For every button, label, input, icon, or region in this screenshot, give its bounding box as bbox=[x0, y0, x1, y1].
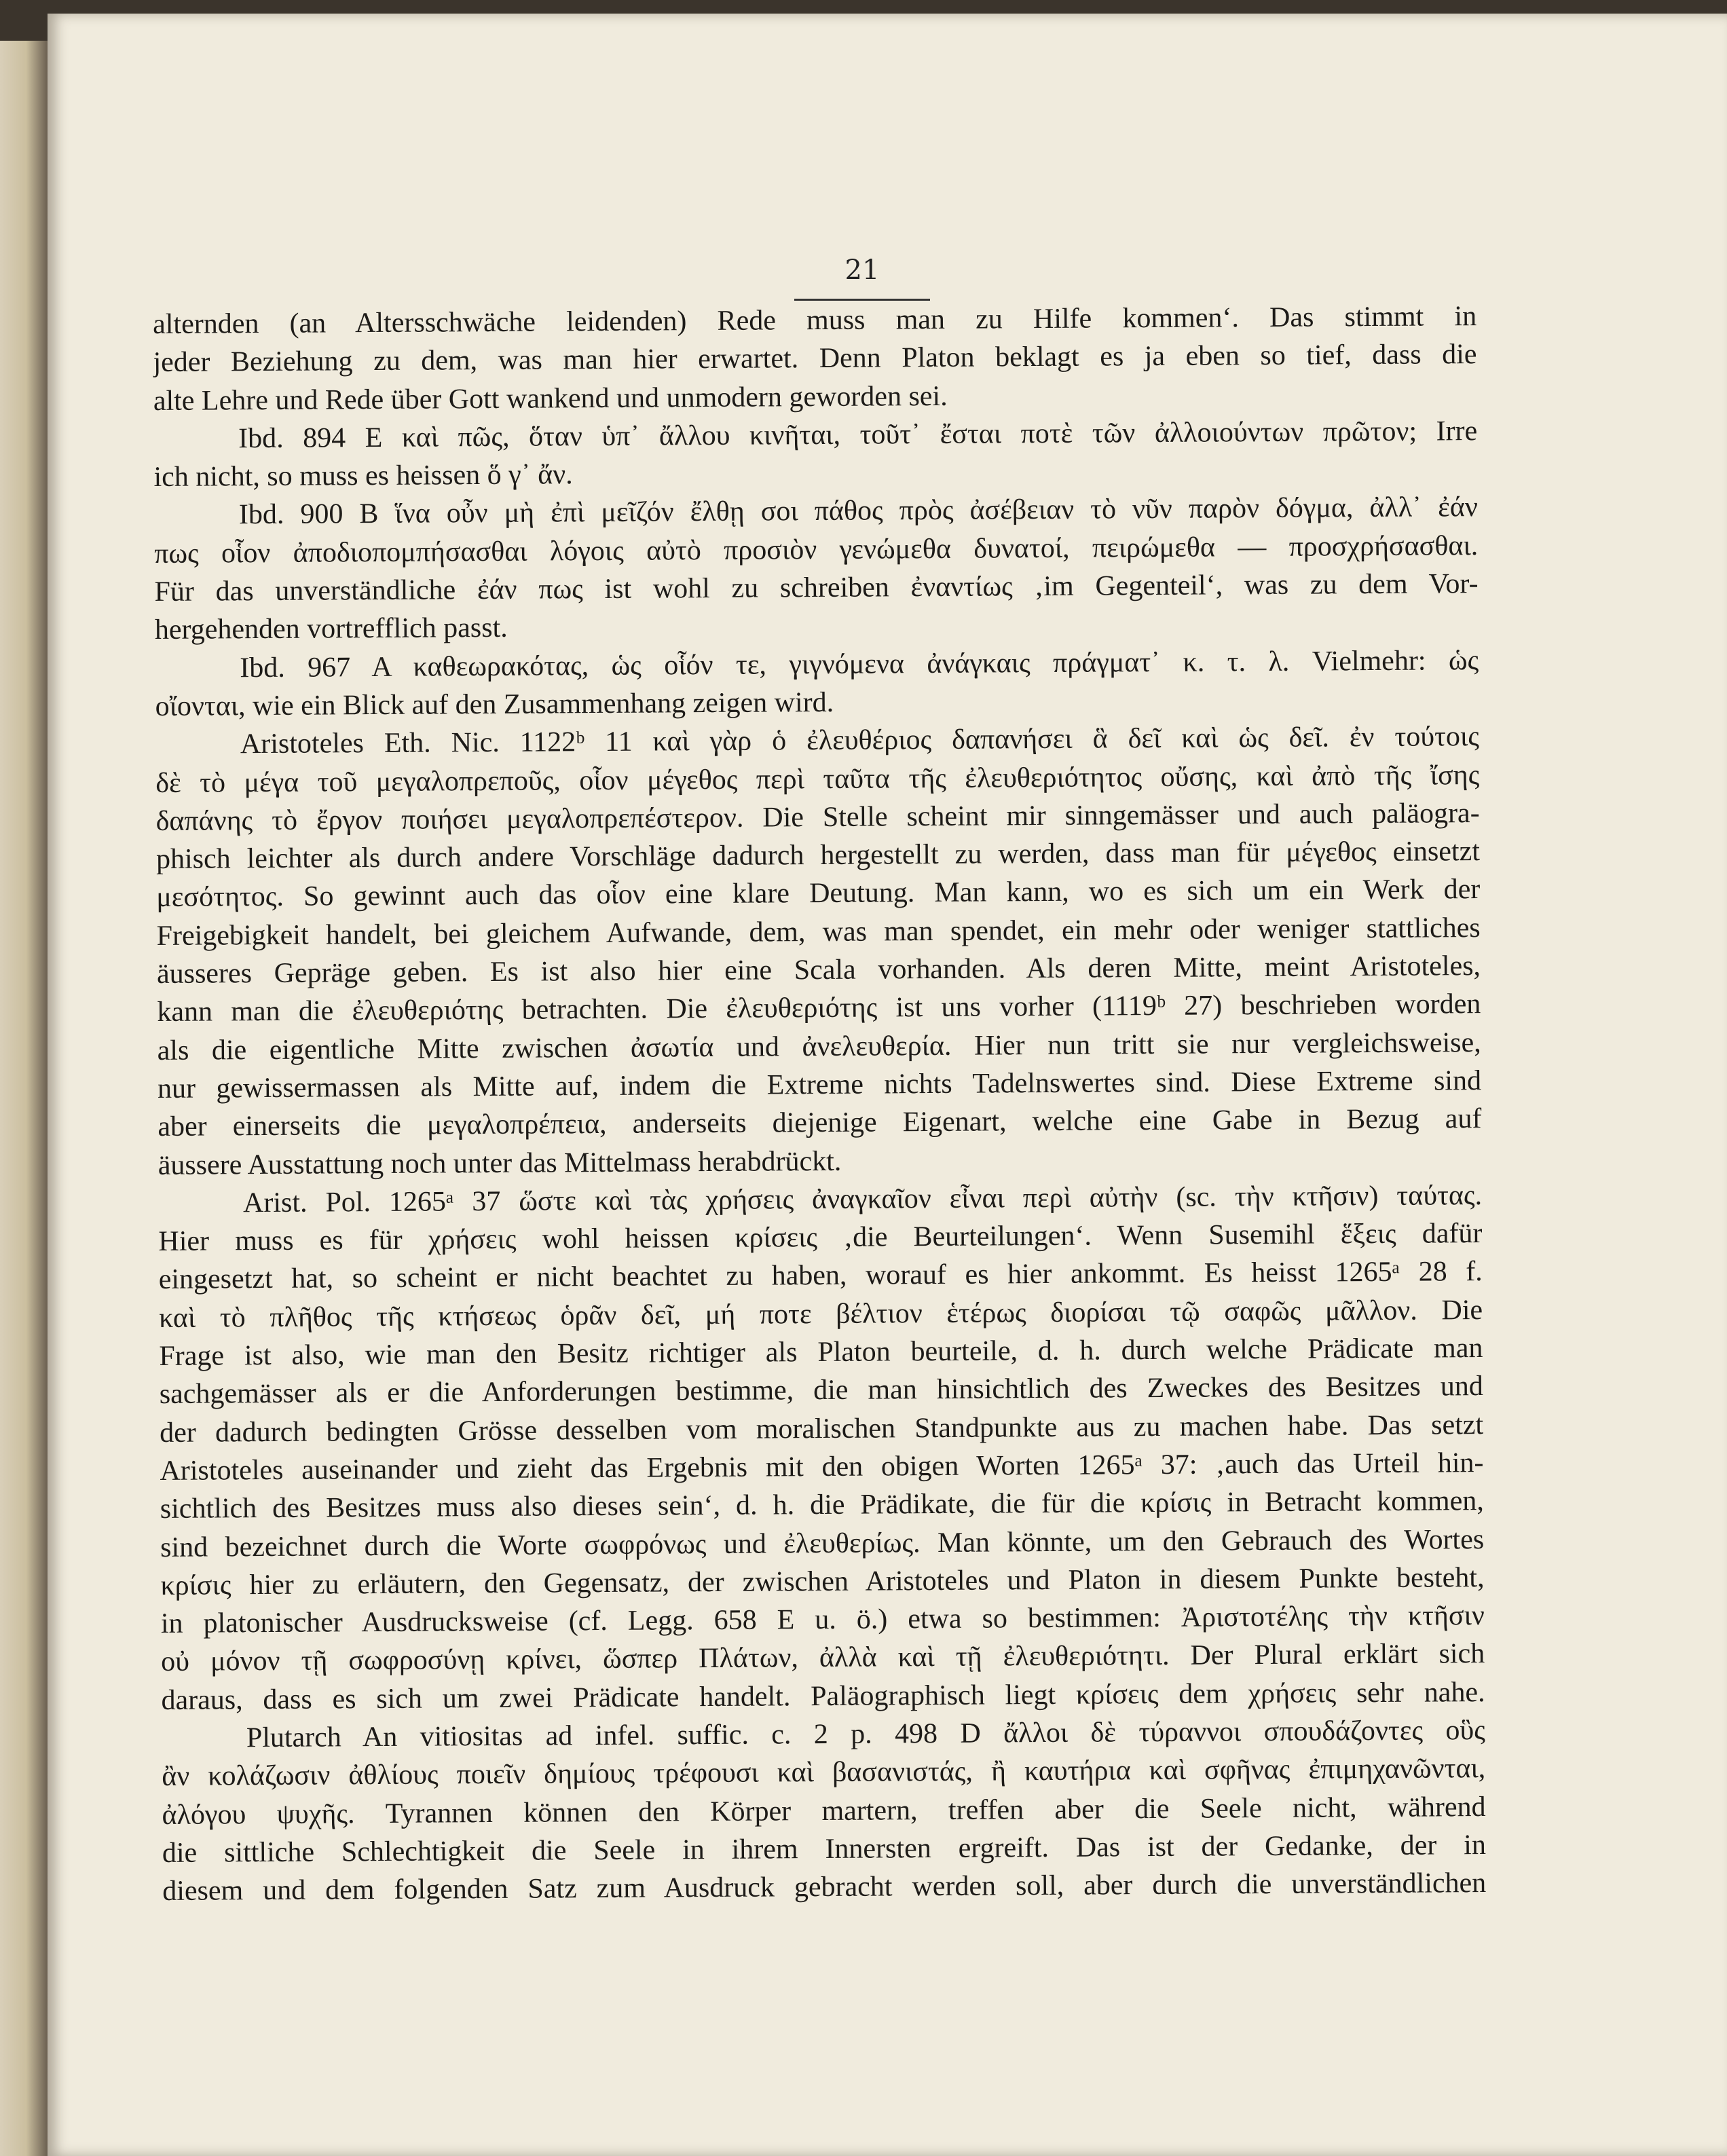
text-line: äussere Ausstattung noch unter das Mittelmass herabdrückt. bbox=[157, 1145, 842, 1181]
text-line: ἀλόγου ψυχῆς. Tyrannen können den Körper martern, treffen aber die Seele nicht, während bbox=[162, 1791, 1486, 1831]
text-line: eingesetzt hat, so scheint er nicht beachtet zu haben, worauf es hier ankommt. Es heisst 1265ᵃ 28 f. bbox=[158, 1256, 1483, 1296]
text-line: die sittliche Schlechtigkeit die Seele in ihrem Innersten ergreift. Das ist der Gedanke, der in bbox=[162, 1829, 1487, 1869]
text-line: in platonischer Ausdrucksweise (cf. Legg. 658 E u. ö.) etwa so bestimmen: Ἀριστοτέλης τὴν κτῆσιν bbox=[160, 1600, 1485, 1640]
text-line: diesem und dem folgenden Satz zum Ausdruck gebracht werden soll, aber durch die unverständlichen bbox=[162, 1867, 1487, 1908]
text-line: οἴονται, wie ein Blick auf den Zusammenhang zeigen wird. bbox=[155, 686, 834, 722]
body-text bbox=[153, 297, 1486, 1910]
text-line: Ibd. 967 A καθεωρακότας, ὡς οἷόν τε, γιγνόμενα ἀνάγκαις πράγματ᾽ κ. τ. λ. Vielmehr: ὡς bbox=[240, 644, 1479, 684]
text-line: nur gewissermassen als Mitte auf, indem die Extreme nichts Tadelnswertes sind. Diese Extreme sind bbox=[157, 1065, 1482, 1104]
text-line: als die eigentliche Mitte zwischen ἀσωτία und ἀνελευθερία. Hier nun tritt sie nur vergleichsweise, bbox=[157, 1026, 1481, 1066]
text-line: Hier muss es für χρήσεις wohl heissen κρίσεις ‚die Beurteilungen‘. Wenn Susemihl ἕξεις dafür bbox=[158, 1218, 1483, 1258]
text-line: der dadurch bedingten Grösse desselben vom moralischen Standpunkte aus zu machen habe. Das setzt bbox=[160, 1409, 1484, 1449]
text-line: μεσότητος. So gewinnt auch das οἷον eine klare Deutung. Man kann, wo es sich um ein Werk der bbox=[156, 874, 1481, 914]
text-line: Arist. Pol. 1265ᵃ 37 ὥστε καὶ τὰς χρήσεις ἀναγκαῖον εἶναι περὶ αὐτὴν (sc. τὴν κτῆσιν) ταύτας. bbox=[242, 1179, 1483, 1219]
text-line: Plutarch An vitiositas ad infel. suffic. c. 2 p. 498 D ἄλλοι δὲ τύραννοι σπουδάζοντες οὓς bbox=[246, 1715, 1485, 1754]
text-line: ἂν κολάζωσιν ἀθλίους ποιεῖν δημίους τρέφουσι καὶ βασανιστάς, ἢ καυτήρια καὶ σφῆνας ἐπιμηχανῶνται, bbox=[162, 1753, 1486, 1793]
text-line: sachgemässer als er die Anforderungen bestimme, die man hinsichtlich des Zweckes des Besitzes und bbox=[159, 1371, 1483, 1411]
text-line: aber einerseits die μεγαλοπρέπεια, anderseits diejenige Eigenart, welche eine Gabe in Bezug auf bbox=[157, 1103, 1482, 1143]
previous-page-edge bbox=[0, 41, 48, 2156]
text-line: ich nicht, so muss es heissen ὅ γ᾽ ἄν. bbox=[153, 459, 573, 494]
text-line: alternden (an Altersschwäche leidenden) Rede muss man zu Hilfe kommen‘. Das stimmt in bbox=[153, 301, 1477, 340]
text-line: πως οἷον ἀποδιοπομπήσασθαι λόγοις αὐτὸ προσιὸν γενώμεθα δυνατοί, πειρώμεθα — προσχρήσασθαι. bbox=[154, 529, 1479, 570]
text-line: Aristoteles Eth. Nic. 1122ᵇ 11 καὶ γὰρ ὁ ἐλευθέριος δαπανήσει ἃ δεῖ καὶ ὡς δεῖ. ἐν τούτοις bbox=[240, 721, 1480, 760]
text-line: Für das unverständliche ἐάν πως ist wohl zu schreiben ἐναντίως ‚im Gegenteil‘, was zu dem Vor- bbox=[154, 568, 1479, 608]
text-line: δαπάνης τὸ ἔργον ποιήσει μεγαλοπρεπέστερον. Die Stelle scheint mir sinngemässer und auch paläogra- bbox=[155, 797, 1480, 837]
text-line: kann man die ἐλευθεριότης betrachten. Die ἐλευθεριότης ist uns vorher (1119ᵇ 27) beschrieben worden bbox=[157, 988, 1481, 1028]
text-line: κρίσις hier zu erläutern, den Gegensatz, der zwischen Aristoteles und Platon in diesem Punkte besteht, bbox=[160, 1561, 1485, 1601]
text-line: Freigebigkeit handelt, bei gleichem Aufwande, dem, was man spendet, ein mehr oder weniger stattliches bbox=[156, 912, 1481, 952]
text-line: οὐ μόνον τῇ σωφροσύνῃ κρίνει, ὥσπερ Πλάτων, ἀλλὰ καὶ τῇ ἐλευθεριότητι. Der Plural erklärt sich bbox=[161, 1638, 1485, 1678]
text-line: Frage ist also, wie man den Besitz richtiger als Platon beurteile, d. h. durch welche Prädicate man bbox=[159, 1333, 1483, 1372]
text-line: sind bezeichnet durch die Worte σωφρόνως und ἐλευθερίως. Man könnte, um den Gebrauch des Wortes bbox=[160, 1523, 1485, 1563]
text-line: jeder Beziehung zu dem, was man hier erwartet. Denn Platon beklagt es ja eben so tief, dass die bbox=[153, 339, 1477, 379]
text-line: äusseres Gepräge geben. Es ist also hier eine Scala vorhanden. Als deren Mitte, meint Aristoteles, bbox=[156, 950, 1481, 990]
page-number: 21 bbox=[844, 255, 880, 286]
text-line: sichtlich des Besitzes muss also dieses sein‘, d. h. die Prädikate, die für die κρίσις in Betracht kommen, bbox=[160, 1485, 1484, 1525]
text-line: Ibd. 900 B ἵνα οὖν μὴ ἐπὶ μεῖζόν ἔλθῃ σοι πάθος πρὸς ἀσέβειαν τὸ νῦν παρὸν δόγμα, ἀλλ᾽ ἐάν bbox=[238, 491, 1478, 531]
text-line: δὲ τὸ μέγα τοῦ μεγαλοπρεποῦς, οἷον μέγεθος περὶ ταῦτα τῆς ἐλευθεριότητος οὔσης, καὶ ἀπὸ τῆς ἴσης bbox=[155, 759, 1480, 799]
text-line: καὶ τὸ πλῆθος τῆς κτήσεως ὁρᾶν δεῖ, μή ποτε βέλτιον ἑτέρως διορίσαι τῷ σαφῶς μᾶλλον. Die bbox=[158, 1294, 1483, 1334]
text-line: Ibd. 894 E καὶ πῶς, ὅταν ὑπ᾽ ἄλλου κινῆται, τοῦτ᾽ ἔσται ποτὲ τῶν ἀλλοιούντων πρῶτον; Irre bbox=[238, 415, 1478, 455]
text-line: Aristoteles auseinander und zieht das Ergebnis mit den obigen Worten 1265ᵃ 37: ‚auch das Urteil hin- bbox=[160, 1447, 1484, 1487]
text-line: alte Lehre und Rede über Gott wankend und unmodern geworden sei. bbox=[153, 380, 948, 417]
text-line: hergehenden vortrefflich passt. bbox=[154, 612, 508, 646]
text-line: daraus, dass es sich um zwei Prädicate handelt. Paläographisch liegt κρίσεις dem χρήσεις sehr nahe. bbox=[161, 1676, 1485, 1716]
text-line: phisch leichter als durch andere Vorschläge dadurch hergestellt zu werden, dass man für μέγεθος einsetzt bbox=[155, 836, 1481, 876]
